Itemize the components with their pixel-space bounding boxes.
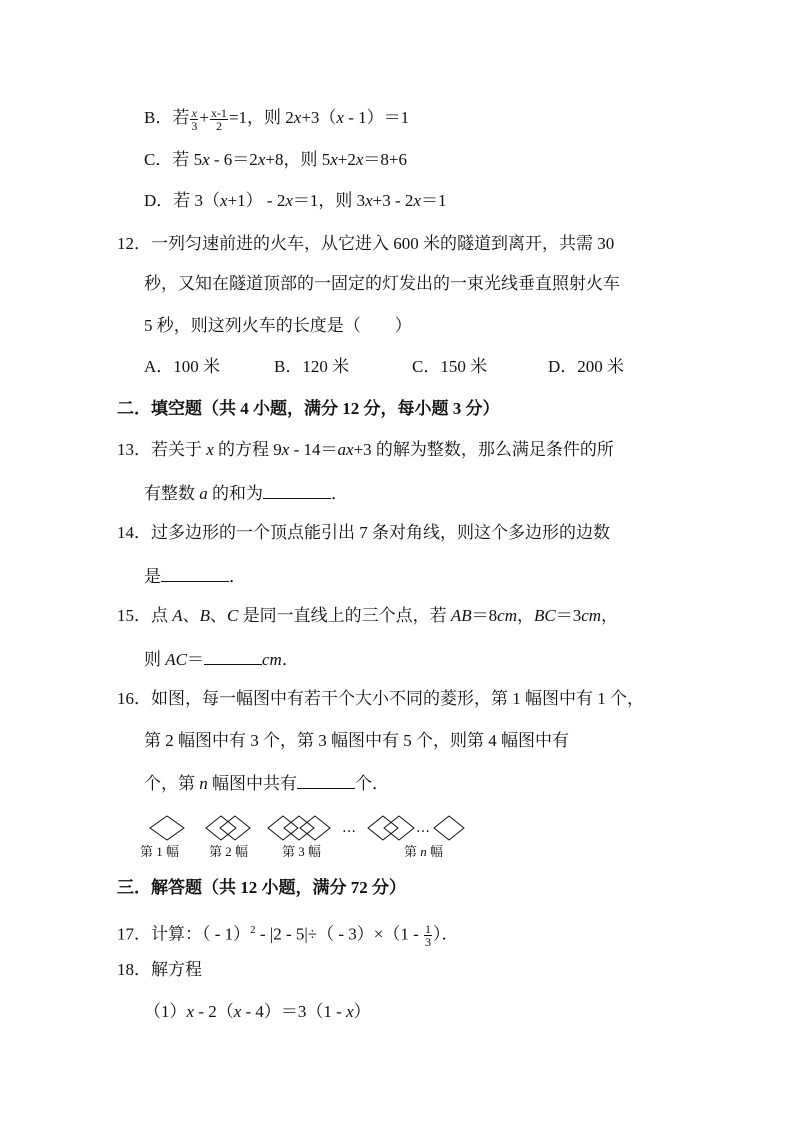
q18-part-1: （1）x - 2（x - 4）＝3（1 - x） <box>144 1002 371 1021</box>
q12-option-d: D．200 米 <box>548 357 625 376</box>
fraction-1-over-3: $\frac{1}{3}$ <box>425 922 432 950</box>
q11-option-c: C．若 5x - 6＝2x+8，则 5x+2x＝8+6 <box>144 150 407 169</box>
answer-blank[interactable] <box>204 646 262 665</box>
answer-blank[interactable] <box>297 770 355 789</box>
q12-line-2: 秒，又知在隧道顶部的一固定的灯发出的一束光线垂直照射火车 <box>144 274 620 293</box>
rhombus-shape <box>368 816 398 840</box>
rhombus-shape <box>220 816 250 840</box>
ellipsis: … <box>342 820 356 836</box>
q13-line-1: 13．若关于 x 的方程 9x - 14＝ax+3 的解为整数，那么满足条件的所 <box>117 440 614 459</box>
answer-blank[interactable] <box>263 480 331 499</box>
q16-line-2: 第 2 幅图中有 3 个，第 3 幅图中有 5 个，则第 4 幅图中有 <box>144 731 569 750</box>
q14-line-1: 14．过多边形的一个顶点能引出 7 条对角线，则这个多边形的边数 <box>117 523 610 542</box>
rhombus-shape <box>384 816 414 840</box>
rhombus-figure <box>140 808 470 848</box>
q14-line-2: 是 ． <box>144 563 246 589</box>
rhombus-shape <box>150 816 184 840</box>
q12-line-1: 12．一列匀速前进的火车，从它进入 600 米的隧道到离开，共需 30 <box>117 234 615 253</box>
q16-line-1: 16．如图，每一幅图中有若干个大小不同的菱形，第 1 幅图中有 1 个， <box>117 689 644 708</box>
rhombus-shape <box>206 816 236 840</box>
q12-option-a: A．100 米 <box>144 357 221 376</box>
q11-option-b: B．若 $\frac{x}{3}$ + $\frac{x-1}{2}$ =1，则 2x+3（x - 1）＝1 <box>144 105 410 133</box>
q12-line-3: 5 秒，则这列火车的长度是（ ） <box>144 316 412 335</box>
fraction-x-minus-1-over-2: $\frac{x-1}{2}$ <box>210 105 227 133</box>
rhombus-shape <box>284 816 314 840</box>
figure-caption-1: 第 1 幅 <box>140 844 180 859</box>
rhombus-shape <box>300 816 330 840</box>
q13-line-2: 有整数 a 的和为 ． <box>144 480 348 506</box>
figure-caption-3: 第 3 幅 <box>282 844 322 859</box>
ellipsis: … <box>416 820 430 836</box>
section-3-heading: 三．解答题（共 12 小题，满分 72 分） <box>117 878 406 897</box>
rhombus-shape <box>268 816 298 840</box>
section-2-heading: 二．填空题（共 4 小题，满分 12 分，每小题 3 分） <box>117 399 500 418</box>
fraction-x-over-3: $\frac{x}{3}$ <box>191 105 198 133</box>
q12-option-c: C．150 米 <box>412 357 488 376</box>
q12-option-b: B．120 米 <box>274 357 350 376</box>
answer-blank[interactable] <box>161 563 229 582</box>
q11-option-d: D．若 3（x+1） - 2x＝1，则 3x+3 - 2x＝1 <box>144 191 447 210</box>
q15-line-2: 则 AC＝ cm． <box>144 646 299 672</box>
q16-line-3: 个，第 n 幅图中共有 个． <box>144 770 389 796</box>
figure-caption-2: 第 2 幅 <box>209 844 249 859</box>
q17-line: 17．计算：（ - 1）$^2$ - |2 - 5|÷（ - 3）×（1 - $\frac{1}{3}$ ）． <box>117 922 459 950</box>
q18-title: 18．解方程 <box>117 960 202 979</box>
figure-caption-n: 第 n 幅 <box>404 844 444 859</box>
q15-line-1: 15．点 A、B、C 是同一直线上的三个点，若 AB＝8cm，BC＝3cm， <box>117 606 619 625</box>
rhombus-shape <box>434 816 464 840</box>
